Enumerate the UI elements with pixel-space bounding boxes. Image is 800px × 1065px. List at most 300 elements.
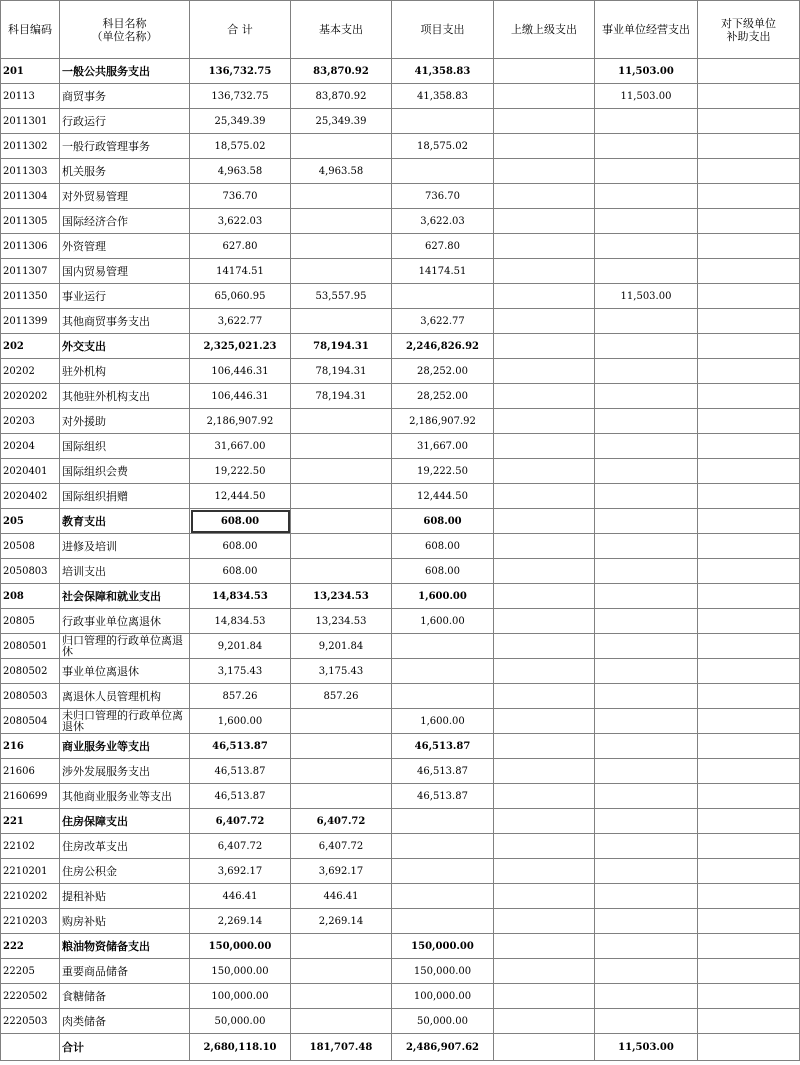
header-name[interactable]: [60, 1, 190, 59]
cell-project[interactable]: 1,600.00: [392, 584, 494, 609]
cell-code[interactable]: 2011303: [1, 159, 60, 184]
cell-business[interactable]: [595, 584, 698, 609]
cell-business[interactable]: [595, 934, 698, 959]
cell-business[interactable]: [595, 259, 698, 284]
cell-total[interactable]: 736.70: [190, 184, 291, 209]
cell-name[interactable]: 提租补贴: [60, 884, 190, 909]
cell-project[interactable]: 18,575.02: [392, 134, 494, 159]
cell-subsidy[interactable]: [698, 534, 800, 559]
cell-total[interactable]: 2,186,907.92: [190, 409, 291, 434]
cell-name[interactable]: 其他商贸事务支出: [60, 309, 190, 334]
cell-business[interactable]: 11,503.00: [595, 84, 698, 109]
cell-business[interactable]: [595, 109, 698, 134]
cell-code[interactable]: 2011350: [1, 284, 60, 309]
header-upper[interactable]: [494, 1, 595, 59]
cell-subsidy[interactable]: [698, 609, 800, 634]
cell-project[interactable]: 736.70: [392, 184, 494, 209]
cell-name[interactable]: 事业单位离退休: [60, 659, 190, 684]
cell-code[interactable]: 20805: [1, 609, 60, 634]
cell-subsidy[interactable]: [698, 1009, 800, 1034]
cell-basic[interactable]: [291, 484, 392, 509]
cell-project[interactable]: 150,000.00: [392, 934, 494, 959]
cell-business[interactable]: [595, 234, 698, 259]
cell-name[interactable]: 重要商品储备: [60, 959, 190, 984]
cell-upper[interactable]: [494, 859, 595, 884]
cell-basic[interactable]: [291, 534, 392, 559]
cell-upper[interactable]: [494, 134, 595, 159]
cell-name[interactable]: 一般公共服务支出: [60, 59, 190, 84]
cell-upper[interactable]: [494, 1034, 595, 1061]
cell-basic[interactable]: [291, 709, 392, 734]
cell-upper[interactable]: [494, 509, 595, 534]
cell-total[interactable]: 9,201.84: [190, 634, 291, 659]
cell-name[interactable]: 国际组织: [60, 434, 190, 459]
cell-total[interactable]: 608.00: [190, 509, 291, 534]
cell-basic[interactable]: [291, 459, 392, 484]
cell-subsidy[interactable]: [698, 709, 800, 734]
header-business[interactable]: [595, 1, 698, 59]
cell-code[interactable]: 20113: [1, 84, 60, 109]
cell-project[interactable]: 608.00: [392, 534, 494, 559]
cell-business[interactable]: [595, 634, 698, 659]
cell-project[interactable]: 50,000.00: [392, 1009, 494, 1034]
cell-total[interactable]: 46,513.87: [190, 759, 291, 784]
cell-project[interactable]: 41,358.83: [392, 59, 494, 84]
cell-code[interactable]: 2011307: [1, 259, 60, 284]
cell-total[interactable]: 4,963.58: [190, 159, 291, 184]
cell-business[interactable]: [595, 459, 698, 484]
cell-name[interactable]: 教育支出: [60, 509, 190, 534]
cell-code[interactable]: 20204: [1, 434, 60, 459]
cell-project[interactable]: [392, 634, 494, 659]
cell-name[interactable]: 国际组织捐赠: [60, 484, 190, 509]
cell-subsidy[interactable]: [698, 584, 800, 609]
cell-business[interactable]: [595, 334, 698, 359]
cell-code[interactable]: 222: [1, 934, 60, 959]
cell-project[interactable]: 608.00: [392, 559, 494, 584]
cell-project[interactable]: 100,000.00: [392, 984, 494, 1009]
cell-total[interactable]: 627.80: [190, 234, 291, 259]
cell-basic[interactable]: 53,557.95: [291, 284, 392, 309]
cell-upper[interactable]: [494, 159, 595, 184]
cell-project[interactable]: 28,252.00: [392, 384, 494, 409]
cell-name[interactable]: 社会保障和就业支出: [60, 584, 190, 609]
cell-basic[interactable]: 25,349.39: [291, 109, 392, 134]
cell-upper[interactable]: [494, 84, 595, 109]
cell-project[interactable]: [392, 809, 494, 834]
header-project[interactable]: [392, 1, 494, 59]
cell-total[interactable]: 46,513.87: [190, 784, 291, 809]
cell-basic[interactable]: 3,175.43: [291, 659, 392, 684]
cell-basic[interactable]: [291, 309, 392, 334]
cell-upper[interactable]: [494, 409, 595, 434]
cell-name[interactable]: 离退休人员管理机构: [60, 684, 190, 709]
cell-project[interactable]: [392, 859, 494, 884]
cell-name[interactable]: 粮油物资储备支出: [60, 934, 190, 959]
cell-upper[interactable]: [494, 834, 595, 859]
cell-code[interactable]: 2080501: [1, 634, 60, 659]
cell-name[interactable]: 外交支出: [60, 334, 190, 359]
cell-name[interactable]: 进修及培训: [60, 534, 190, 559]
cell-total[interactable]: 136,732.75: [190, 84, 291, 109]
cell-total[interactable]: 608.00: [190, 534, 291, 559]
cell-project[interactable]: 608.00: [392, 509, 494, 534]
cell-basic[interactable]: [291, 959, 392, 984]
cell-basic[interactable]: [291, 509, 392, 534]
cell-business[interactable]: 11,503.00: [595, 284, 698, 309]
cell-project[interactable]: [392, 109, 494, 134]
cell-basic[interactable]: [291, 559, 392, 584]
cell-subsidy[interactable]: [698, 684, 800, 709]
cell-name[interactable]: 事业运行: [60, 284, 190, 309]
cell-name[interactable]: 涉外发展服务支出: [60, 759, 190, 784]
cell-business[interactable]: [595, 959, 698, 984]
cell-basic[interactable]: 83,870.92: [291, 59, 392, 84]
cell-code[interactable]: 2020202: [1, 384, 60, 409]
cell-code[interactable]: 2160699: [1, 784, 60, 809]
cell-upper[interactable]: [494, 559, 595, 584]
cell-name[interactable]: 住房保障支出: [60, 809, 190, 834]
cell-name[interactable]: 其他驻外机构支出: [60, 384, 190, 409]
cell-name[interactable]: 国际经济合作: [60, 209, 190, 234]
cell-business[interactable]: 11,503.00: [595, 59, 698, 84]
cell-basic[interactable]: [291, 434, 392, 459]
cell-basic[interactable]: 3,692.17: [291, 859, 392, 884]
cell-basic[interactable]: [291, 934, 392, 959]
cell-total[interactable]: 14,834.53: [190, 609, 291, 634]
cell-basic[interactable]: 446.41: [291, 884, 392, 909]
cell-project[interactable]: 150,000.00: [392, 959, 494, 984]
cell-basic[interactable]: 78,194.31: [291, 334, 392, 359]
cell-total[interactable]: 12,444.50: [190, 484, 291, 509]
cell-total[interactable]: 3,175.43: [190, 659, 291, 684]
cell-code[interactable]: 2210203: [1, 909, 60, 934]
cell-business[interactable]: [595, 134, 698, 159]
cell-business[interactable]: [595, 709, 698, 734]
cell-business[interactable]: [595, 434, 698, 459]
cell-total[interactable]: 14,834.53: [190, 584, 291, 609]
cell-upper[interactable]: [494, 934, 595, 959]
cell-subsidy[interactable]: [698, 784, 800, 809]
cell-code[interactable]: 2011301: [1, 109, 60, 134]
cell-subsidy[interactable]: [698, 809, 800, 834]
cell-subsidy[interactable]: [698, 484, 800, 509]
header-code[interactable]: [1, 1, 60, 59]
cell-basic[interactable]: 83,870.92: [291, 84, 392, 109]
cell-total[interactable]: 6,407.72: [190, 809, 291, 834]
cell-upper[interactable]: [494, 334, 595, 359]
cell-total[interactable]: 46,513.87: [190, 734, 291, 759]
cell-subsidy[interactable]: [698, 409, 800, 434]
cell-name[interactable]: 肉类储备: [60, 1009, 190, 1034]
cell-name[interactable]: 住房公积金: [60, 859, 190, 884]
cell-name[interactable]: 培训支出: [60, 559, 190, 584]
cell-upper[interactable]: [494, 959, 595, 984]
cell-total[interactable]: 3,692.17: [190, 859, 291, 884]
cell-name[interactable]: 合计: [60, 1034, 190, 1061]
cell-total[interactable]: 6,407.72: [190, 834, 291, 859]
cell-upper[interactable]: [494, 634, 595, 659]
cell-subsidy[interactable]: [698, 984, 800, 1009]
cell-code[interactable]: 2011305: [1, 209, 60, 234]
cell-project[interactable]: 3,622.77: [392, 309, 494, 334]
cell-name[interactable]: 外资管理: [60, 234, 190, 259]
cell-basic[interactable]: [291, 409, 392, 434]
cell-total[interactable]: 18,575.02: [190, 134, 291, 159]
cell-subsidy[interactable]: [698, 734, 800, 759]
cell-total[interactable]: 150,000.00: [190, 934, 291, 959]
cell-subsidy[interactable]: [698, 459, 800, 484]
cell-basic[interactable]: [291, 184, 392, 209]
cell-basic[interactable]: 9,201.84: [291, 634, 392, 659]
cell-code[interactable]: 2210202: [1, 884, 60, 909]
cell-upper[interactable]: [494, 809, 595, 834]
cell-basic[interactable]: 13,234.53: [291, 584, 392, 609]
cell-basic[interactable]: [291, 984, 392, 1009]
cell-total[interactable]: 1,600.00: [190, 709, 291, 734]
cell-project[interactable]: 14174.51: [392, 259, 494, 284]
cell-code[interactable]: 208: [1, 584, 60, 609]
cell-subsidy[interactable]: [698, 859, 800, 884]
cell-business[interactable]: [595, 159, 698, 184]
cell-basic[interactable]: [291, 1009, 392, 1034]
cell-upper[interactable]: [494, 784, 595, 809]
cell-name[interactable]: 食糖储备: [60, 984, 190, 1009]
cell-total[interactable]: 50,000.00: [190, 1009, 291, 1034]
cell-code[interactable]: 2210201: [1, 859, 60, 884]
cell-business[interactable]: [595, 559, 698, 584]
cell-code[interactable]: [1, 1034, 60, 1061]
cell-subsidy[interactable]: [698, 234, 800, 259]
cell-name[interactable]: 国内贸易管理: [60, 259, 190, 284]
cell-business[interactable]: [595, 784, 698, 809]
cell-subsidy[interactable]: [698, 184, 800, 209]
cell-subsidy[interactable]: [698, 359, 800, 384]
cell-code[interactable]: 20203: [1, 409, 60, 434]
cell-upper[interactable]: [494, 984, 595, 1009]
cell-name[interactable]: 国际组织会费: [60, 459, 190, 484]
cell-subsidy[interactable]: [698, 959, 800, 984]
cell-upper[interactable]: [494, 759, 595, 784]
cell-business[interactable]: [595, 684, 698, 709]
cell-subsidy[interactable]: [698, 334, 800, 359]
cell-project[interactable]: 2,486,907.62: [392, 1034, 494, 1061]
cell-basic[interactable]: 78,194.31: [291, 359, 392, 384]
cell-subsidy[interactable]: [698, 309, 800, 334]
cell-upper[interactable]: [494, 734, 595, 759]
cell-business[interactable]: 11,503.00: [595, 1034, 698, 1061]
header-subsidy[interactable]: [698, 1, 800, 59]
header-basic[interactable]: [291, 1, 392, 59]
cell-basic[interactable]: 6,407.72: [291, 834, 392, 859]
cell-name[interactable]: 一般行政管理事务: [60, 134, 190, 159]
cell-total[interactable]: 65,060.95: [190, 284, 291, 309]
cell-name[interactable]: 行政事业单位离退休: [60, 609, 190, 634]
cell-business[interactable]: [595, 184, 698, 209]
cell-basic[interactable]: 857.26: [291, 684, 392, 709]
cell-business[interactable]: [595, 984, 698, 1009]
cell-code[interactable]: 22102: [1, 834, 60, 859]
cell-code[interactable]: 202: [1, 334, 60, 359]
cell-name[interactable]: 商业服务业等支出: [60, 734, 190, 759]
cell-project[interactable]: 46,513.87: [392, 784, 494, 809]
cell-upper[interactable]: [494, 284, 595, 309]
cell-total[interactable]: 14174.51: [190, 259, 291, 284]
cell-total[interactable]: 100,000.00: [190, 984, 291, 1009]
cell-upper[interactable]: [494, 609, 595, 634]
cell-business[interactable]: [595, 509, 698, 534]
cell-name[interactable]: 其他商业服务业等支出: [60, 784, 190, 809]
cell-code[interactable]: 2020401: [1, 459, 60, 484]
cell-subsidy[interactable]: [698, 634, 800, 659]
cell-business[interactable]: [595, 884, 698, 909]
cell-total[interactable]: 106,446.31: [190, 384, 291, 409]
cell-business[interactable]: [595, 809, 698, 834]
cell-total[interactable]: 150,000.00: [190, 959, 291, 984]
cell-project[interactable]: 19,222.50: [392, 459, 494, 484]
cell-code[interactable]: 20202: [1, 359, 60, 384]
cell-code[interactable]: 2020402: [1, 484, 60, 509]
cell-subsidy[interactable]: [698, 84, 800, 109]
cell-business[interactable]: [595, 484, 698, 509]
cell-business[interactable]: [595, 859, 698, 884]
cell-total[interactable]: 446.41: [190, 884, 291, 909]
cell-upper[interactable]: [494, 209, 595, 234]
cell-code[interactable]: 2220503: [1, 1009, 60, 1034]
cell-subsidy[interactable]: [698, 134, 800, 159]
cell-subsidy[interactable]: [698, 59, 800, 84]
cell-upper[interactable]: [494, 484, 595, 509]
cell-subsidy[interactable]: [698, 509, 800, 534]
cell-project[interactable]: 41,358.83: [392, 84, 494, 109]
cell-basic[interactable]: 13,234.53: [291, 609, 392, 634]
cell-name[interactable]: 对外贸易管理: [60, 184, 190, 209]
cell-subsidy[interactable]: [698, 759, 800, 784]
cell-code[interactable]: 2011306: [1, 234, 60, 259]
cell-business[interactable]: [595, 1009, 698, 1034]
cell-code[interactable]: 21606: [1, 759, 60, 784]
cell-total[interactable]: 106,446.31: [190, 359, 291, 384]
cell-project[interactable]: 1,600.00: [392, 709, 494, 734]
cell-project[interactable]: [392, 659, 494, 684]
cell-name[interactable]: 驻外机构: [60, 359, 190, 384]
cell-project[interactable]: [392, 834, 494, 859]
cell-name[interactable]: 商贸事务: [60, 84, 190, 109]
cell-subsidy[interactable]: [698, 884, 800, 909]
cell-business[interactable]: [595, 359, 698, 384]
cell-subsidy[interactable]: [698, 559, 800, 584]
cell-upper[interactable]: [494, 909, 595, 934]
cell-business[interactable]: [595, 209, 698, 234]
cell-upper[interactable]: [494, 184, 595, 209]
cell-project[interactable]: 31,667.00: [392, 434, 494, 459]
cell-business[interactable]: [595, 909, 698, 934]
cell-project[interactable]: [392, 884, 494, 909]
cell-name[interactable]: 行政运行: [60, 109, 190, 134]
cell-project[interactable]: [392, 909, 494, 934]
cell-total[interactable]: 3,622.77: [190, 309, 291, 334]
cell-code[interactable]: 2011304: [1, 184, 60, 209]
cell-code[interactable]: 2080502: [1, 659, 60, 684]
cell-business[interactable]: [595, 759, 698, 784]
cell-subsidy[interactable]: [698, 934, 800, 959]
cell-subsidy[interactable]: [698, 159, 800, 184]
cell-upper[interactable]: [494, 459, 595, 484]
cell-basic[interactable]: [291, 234, 392, 259]
cell-total[interactable]: 136,732.75: [190, 59, 291, 84]
cell-code[interactable]: 221: [1, 809, 60, 834]
cell-upper[interactable]: [494, 234, 595, 259]
cell-total[interactable]: 2,325,021.23: [190, 334, 291, 359]
cell-upper[interactable]: [494, 1009, 595, 1034]
cell-basic[interactable]: [291, 759, 392, 784]
cell-subsidy[interactable]: [698, 209, 800, 234]
cell-business[interactable]: [595, 734, 698, 759]
cell-subsidy[interactable]: [698, 834, 800, 859]
cell-upper[interactable]: [494, 534, 595, 559]
cell-project[interactable]: 2,186,907.92: [392, 409, 494, 434]
cell-basic[interactable]: 181,707.48: [291, 1034, 392, 1061]
cell-subsidy[interactable]: [698, 909, 800, 934]
cell-code[interactable]: 2050803: [1, 559, 60, 584]
cell-business[interactable]: [595, 834, 698, 859]
cell-subsidy[interactable]: [698, 434, 800, 459]
cell-upper[interactable]: [494, 309, 595, 334]
cell-upper[interactable]: [494, 884, 595, 909]
cell-upper[interactable]: [494, 709, 595, 734]
cell-business[interactable]: [595, 534, 698, 559]
cell-total[interactable]: 2,680,118.10: [190, 1034, 291, 1061]
cell-name[interactable]: 未归口管理的行政单位离退休: [60, 709, 190, 734]
cell-code[interactable]: 22205: [1, 959, 60, 984]
cell-upper[interactable]: [494, 59, 595, 84]
cell-subsidy[interactable]: [698, 259, 800, 284]
cell-total[interactable]: 608.00: [190, 559, 291, 584]
cell-basic[interactable]: [291, 784, 392, 809]
cell-business[interactable]: [595, 659, 698, 684]
cell-name[interactable]: 对外援助: [60, 409, 190, 434]
cell-project[interactable]: 12,444.50: [392, 484, 494, 509]
cell-basic[interactable]: [291, 734, 392, 759]
cell-name[interactable]: 机关服务: [60, 159, 190, 184]
cell-basic[interactable]: [291, 134, 392, 159]
cell-upper[interactable]: [494, 109, 595, 134]
cell-business[interactable]: [595, 384, 698, 409]
cell-basic[interactable]: 6,407.72: [291, 809, 392, 834]
cell-code[interactable]: 2011302: [1, 134, 60, 159]
cell-project[interactable]: 2,246,826.92: [392, 334, 494, 359]
cell-total[interactable]: 3,622.03: [190, 209, 291, 234]
cell-project[interactable]: [392, 159, 494, 184]
cell-subsidy[interactable]: [698, 109, 800, 134]
cell-upper[interactable]: [494, 384, 595, 409]
cell-name[interactable]: 住房改革支出: [60, 834, 190, 859]
cell-business[interactable]: [595, 309, 698, 334]
cell-upper[interactable]: [494, 359, 595, 384]
cell-subsidy[interactable]: [698, 1034, 800, 1061]
cell-basic[interactable]: 78,194.31: [291, 384, 392, 409]
cell-business[interactable]: [595, 409, 698, 434]
cell-business[interactable]: [595, 609, 698, 634]
cell-project[interactable]: 627.80: [392, 234, 494, 259]
cell-code[interactable]: 2011399: [1, 309, 60, 334]
cell-basic[interactable]: [291, 209, 392, 234]
cell-upper[interactable]: [494, 434, 595, 459]
cell-basic[interactable]: [291, 259, 392, 284]
cell-subsidy[interactable]: [698, 384, 800, 409]
cell-basic[interactable]: 2,269.14: [291, 909, 392, 934]
cell-code[interactable]: 216: [1, 734, 60, 759]
